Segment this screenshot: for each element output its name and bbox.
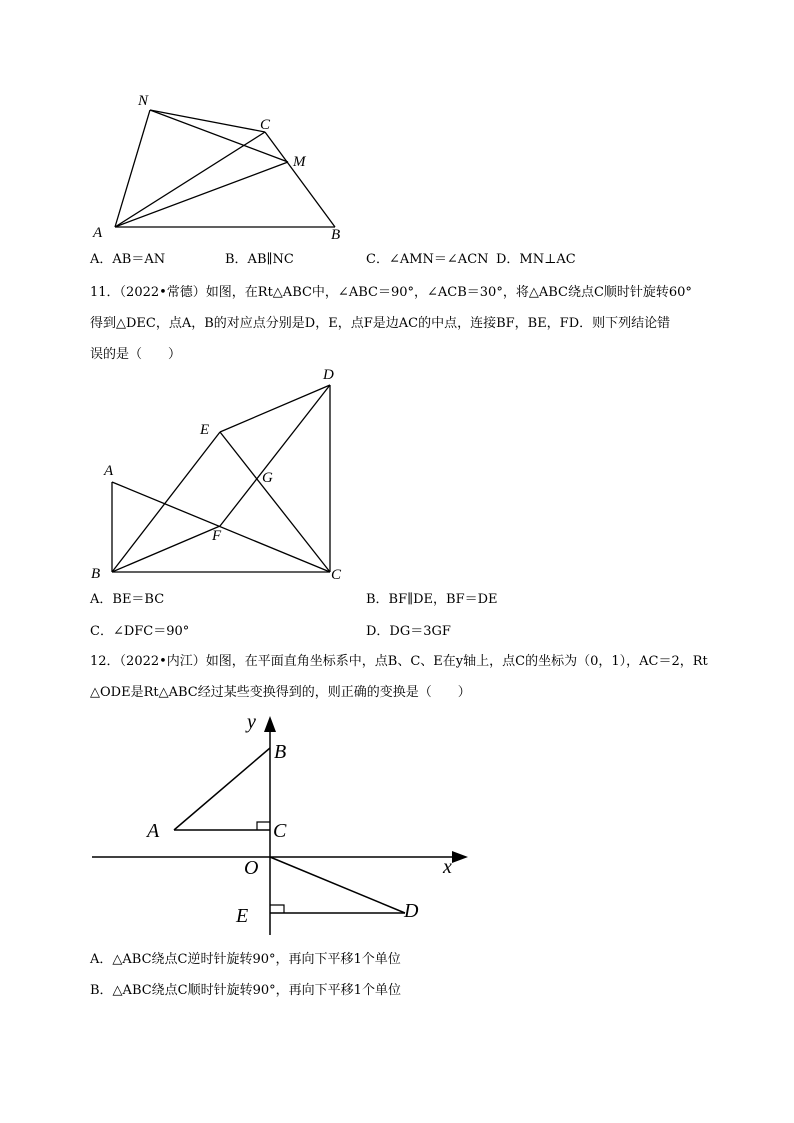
axis-label-y: y [247,711,256,733]
label-D: D [323,367,334,383]
label-E: E [200,422,210,438]
q11-stem-line2: 得到△DEC，点A，B的对应点分别是D，E，点F是边AC的中点，连接BF，BE，FD．则下列结论错 [90,316,671,331]
right-angle-mark-E [270,905,284,913]
segment-AB [174,748,270,830]
q12-stem-line2: △ODE是Rt△ABC经过某些变换得到的，则正确的变换是（ ） [90,685,471,700]
q11-stem-line1: 11．（2022•常德）如图，在Rt△ABC中，∠ABC＝90°，∠ACB＝30°，将△ABC绕点C顺时针旋转60° [90,285,692,300]
q12-stem-line1: 12．（2022•内江）如图，在平面直角坐标系中，点B、C、E在y轴上，点C的坐标为（0，1），AC＝2，Rt [90,654,708,669]
q10-option-a: A．AB＝AN [90,252,166,267]
q11-option-b: B．BF∥DE，BF＝DE [366,592,498,607]
label-F: F [212,528,222,544]
q12-option-b: B．△ABC绕点C顺时针旋转90°，再向下平移1个单位 [90,983,401,998]
q10-option-b: B．AB∥NC [225,252,294,267]
q10-option-c: C．∠AMN＝∠ACN [366,252,489,267]
q10-option-d: D．MN⊥AC [496,252,576,267]
q11-option-a: A．BE＝BC [90,592,165,607]
y-axis-arrow-icon [264,716,276,732]
label-B: B [331,227,341,243]
q11-option-c: C．∠DFC＝90° [90,624,190,639]
label-N: N [138,93,149,109]
label-A: A [147,820,160,842]
q11-option-d: D．DG＝3GF [366,624,451,639]
q12-option-a: A．△ABC绕点C逆时针旋转90°，再向下平移1个单位 [90,952,401,967]
x-axis-arrow-icon [452,851,468,863]
label-D: D [404,900,419,922]
label-C: C [260,117,271,133]
label-M: M [293,154,306,170]
label-C: C [273,820,287,842]
segment-OD [270,857,405,913]
right-angle-mark-C [257,822,270,830]
q11-stem-line3: 误的是（ ） [90,347,182,362]
label-A: A [93,225,103,241]
label-G: G [262,470,273,486]
label-B: B [274,741,287,763]
label-A: A [104,463,114,479]
label-E: E [236,905,249,927]
axis-label-x: x [443,856,452,878]
label-C: C [331,567,342,583]
label-B: B [91,566,101,582]
label-O: O [244,857,259,879]
